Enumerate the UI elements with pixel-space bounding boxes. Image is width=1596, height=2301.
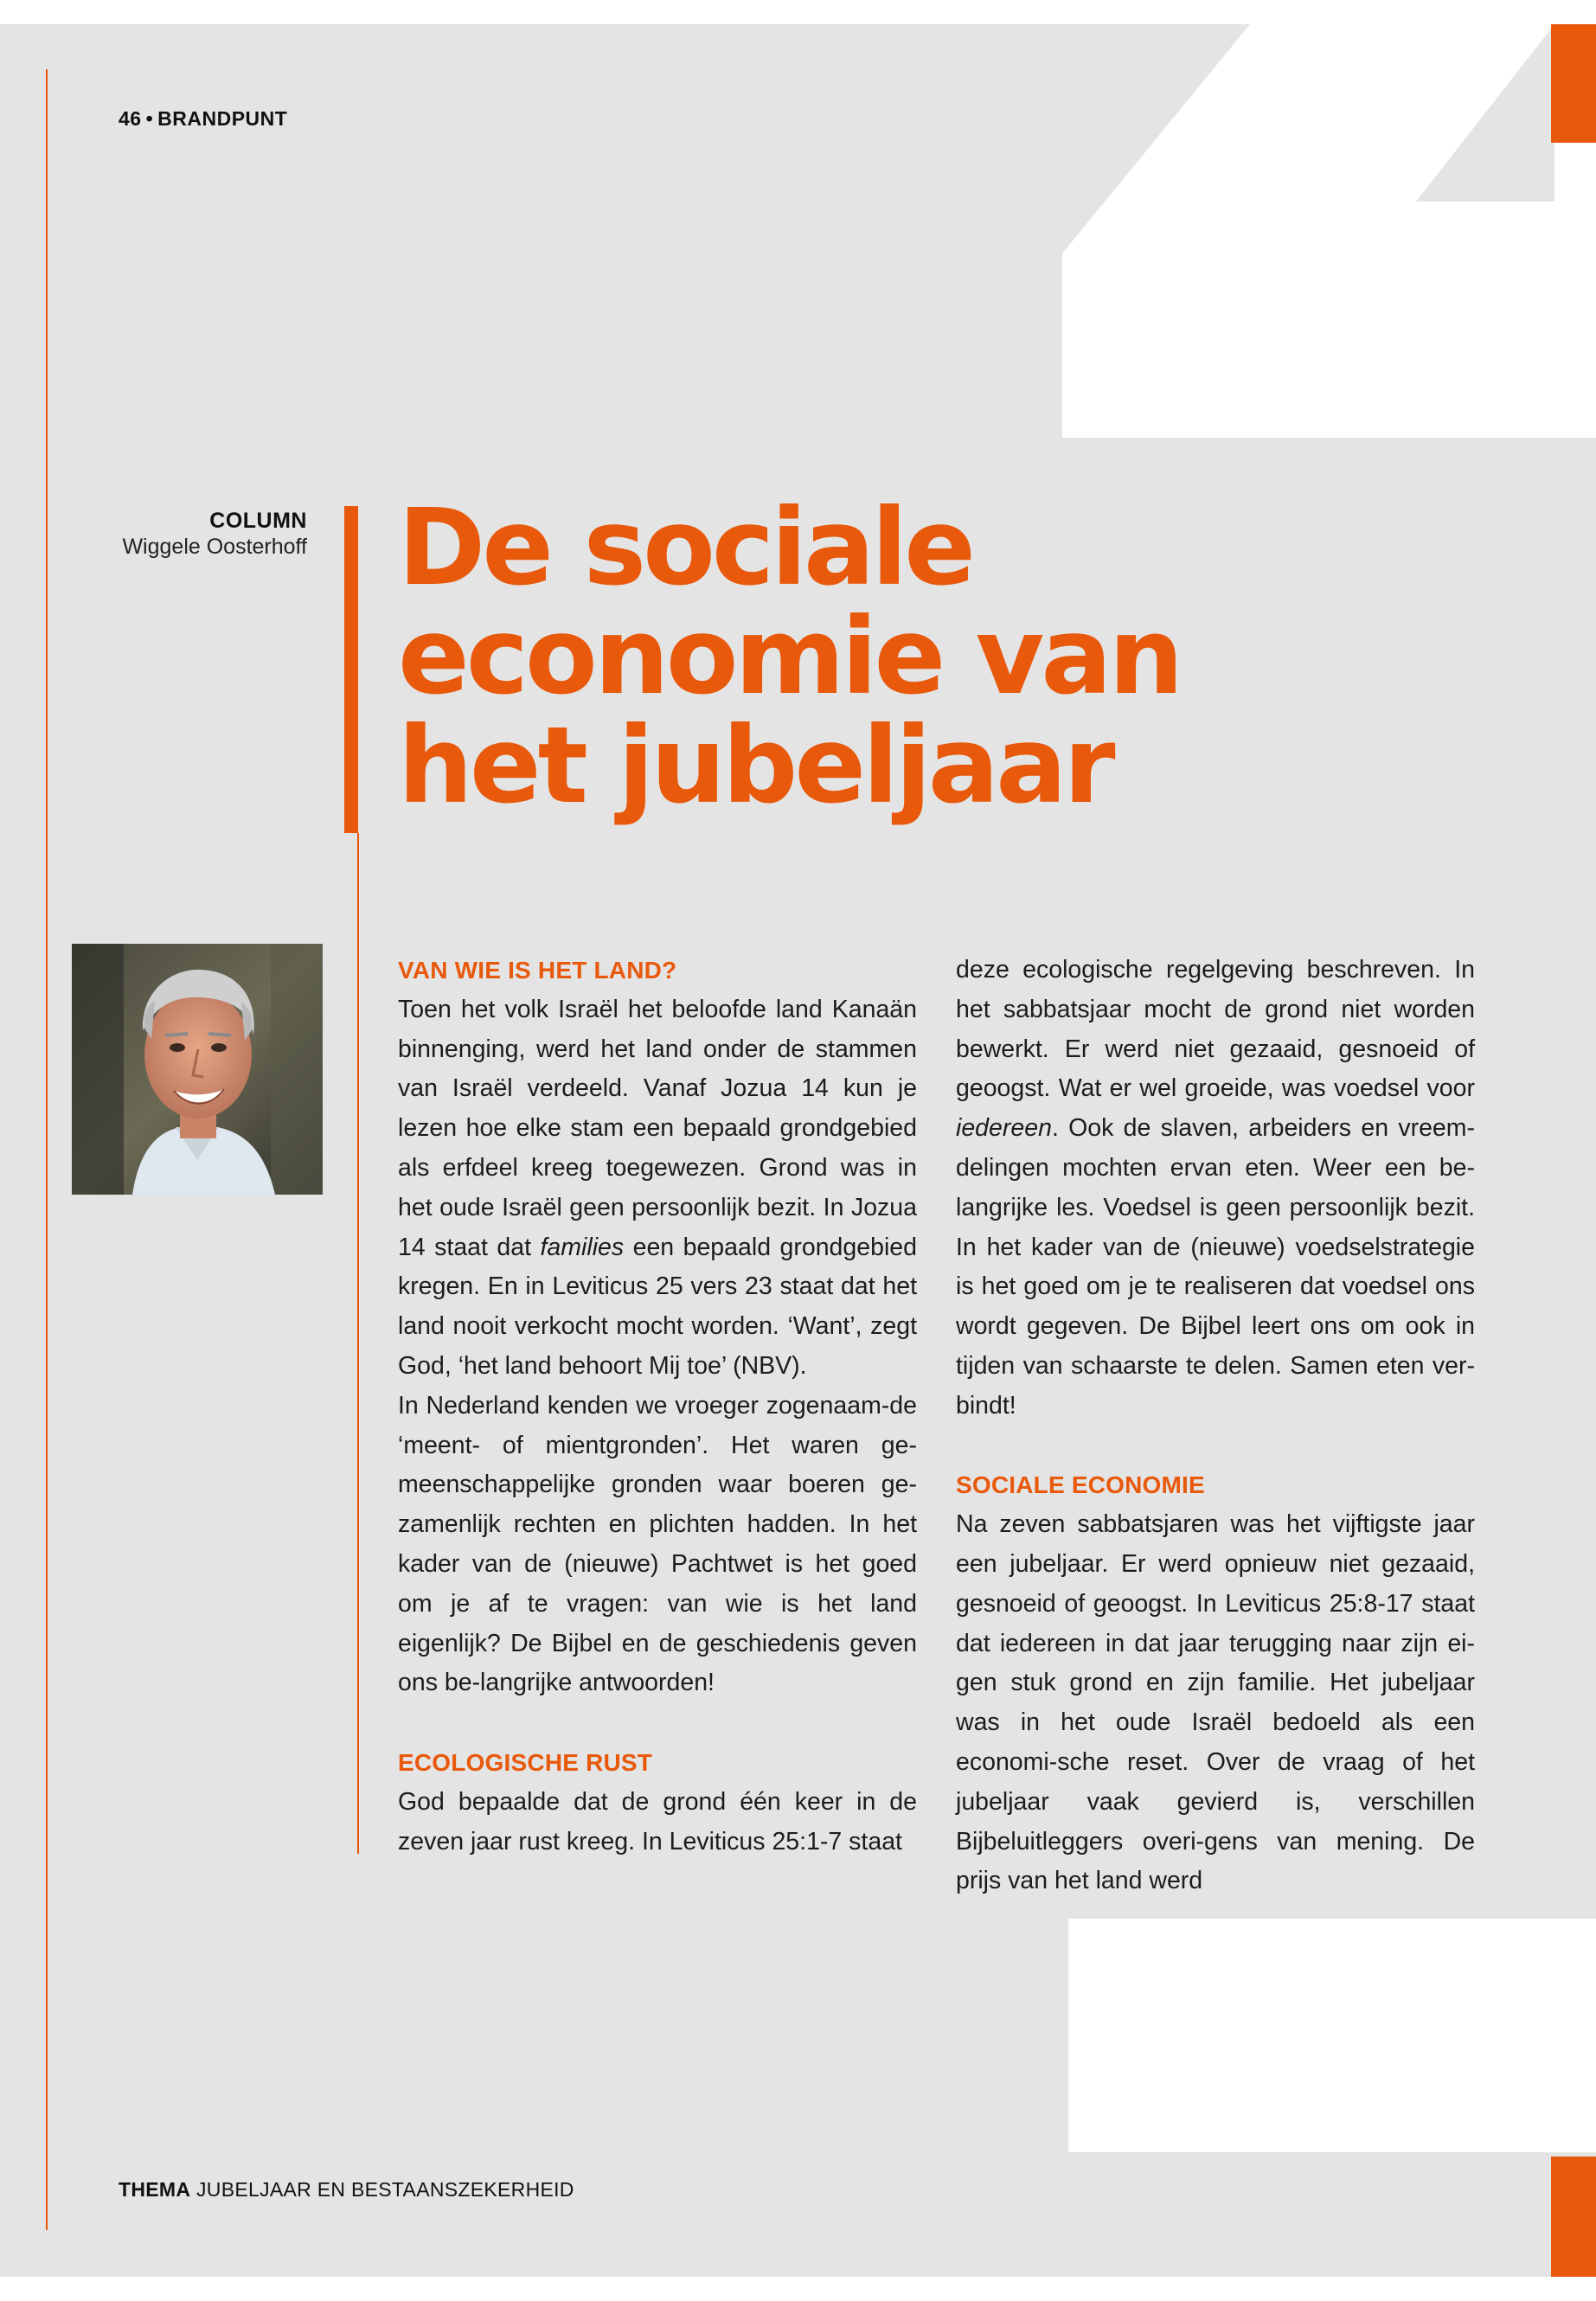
title-accent-bar bbox=[344, 506, 358, 833]
paragraph-gap bbox=[398, 1703, 917, 1743]
paragraph-land-text-b: een bepaald grondgebied kregen. En in Leviticus 25 vers 23 staat dat het land nooit verkocht mocht worden. ‘Want’, zegt God, ‘het land behoort Mij toe’ (NBV). bbox=[398, 1233, 917, 1380]
bottom-orange-tab bbox=[1551, 2157, 1596, 2277]
emphasis-families: families bbox=[540, 1233, 625, 1261]
paragraph-meent: In Nederland kenden we vroeger zogenaam-de ‘meent- of mientgronden’. Het waren ge-meenschappelijke gronden waar boeren ge-zamenlijk rechten en plichten hadden. In het kader van de (nieuwe) Pachtwet is het goed om je af te vragen: van wie is het land eigenlijk? De Bijbel en de geschiedenis geven ons be-langrijke antwoorden! bbox=[398, 1391, 917, 1697]
title-line-2: economie van bbox=[398, 595, 1181, 718]
paragraph-jubeljaar: Na zeven sabbatsjaren was het vijftigste jaar een jubeljaar. Er werd opnieuw niet gezaaid, gesnoeid of geoogst. In Leviticus 25:8-17 staat dat iedereen in dat jaar terugging naar zijn ei-gen stuk grond en zijn familie. Het jubeljaar was in het oude Israël bedoeld als een economi-sche reset. Over de vraag of het jubeljaar vaak gevierd is, verschillen Bijbeluitleggers overi-gens van mening. De prijs van het land werd bbox=[956, 1510, 1475, 1895]
section-name: BRANDPUNT bbox=[157, 107, 288, 130]
page-number: 46 bbox=[119, 107, 142, 130]
header-separator: • bbox=[145, 107, 154, 130]
author-portrait bbox=[72, 944, 323, 1195]
article-accent-rule bbox=[357, 833, 359, 1854]
title-line-1: De sociale bbox=[398, 486, 972, 609]
paragraph-land-text-a: Toen het volk Israël het beloofde land Kanaän binnenging, werd het land onder de stammen van Israël verdeeld. Vanaf Jozua 14 kun je lezen hoe elke stam een bepaald grondgebied als erfdeel kreeg toegewezen. Grond was in het oude Israël geen persoonlijk bezit. In Jozua 14 staat dat bbox=[398, 995, 917, 1261]
author-name: Wiggele Oosterhoff bbox=[122, 535, 307, 559]
column-kicker: COLUMN bbox=[209, 509, 307, 533]
paragraph-sabbatsjaar-text-a: deze ecologische regelgeving beschreven. In het sabbatsjaar mocht de grond niet worden bewerkt. Er werd niet gezaaid, gesnoeid of geoogst. Wat er wel groeide, was voedsel voor bbox=[956, 956, 1475, 1103]
title-line-3: het jubeljaar bbox=[398, 704, 1112, 827]
subheading-sociale-economie: SOCIALE ECONOMIE bbox=[956, 1471, 1205, 1499]
subheading-ecologische-rust: ECOLOGISCHE RUST bbox=[398, 1748, 653, 1776]
running-header bbox=[119, 107, 287, 131]
running-footer bbox=[119, 2178, 574, 2202]
bottom-white-block bbox=[1068, 1919, 1596, 2152]
paragraph-sabbatsjaar-text-b: . Ook de slaven, arbeiders en vreem-delingen mochten ervan eten. Weer een be-langrijke les. Voedsel is geen persoonlijk bezit. In het kader van de (nieuwe) voedselstrategie is het goed om je te realiseren dat voedsel ons wordt gegeven. De Bijbel leert ons om ook in tijden van schaarste te delen. Samen eten ver-bindt! bbox=[956, 1114, 1475, 1420]
subheading-land: VAN WIE IS HET LAND? bbox=[398, 957, 677, 984]
paragraph-gap bbox=[956, 1426, 1475, 1466]
emphasis-iedereen: iedereen bbox=[956, 1114, 1052, 1143]
paragraph-sabbatsjaar bbox=[956, 951, 1475, 1426]
paragraph-land bbox=[398, 990, 917, 1387]
paragraph-rust: God bepaalde dat de grond één keer in de zeven jaar rust kreeg. In Leviticus 25:1-7 staat bbox=[398, 1787, 917, 1856]
footer-theme-text: JUBELJAAR EN BESTAANSZEKERHEID bbox=[195, 2178, 574, 2201]
article-title bbox=[398, 486, 1228, 827]
left-margin-rule bbox=[46, 69, 48, 2230]
top-orange-tab bbox=[1551, 24, 1596, 143]
portrait-photo-icon bbox=[72, 944, 323, 1195]
footer-theme-label: THEMA bbox=[119, 2178, 191, 2201]
byline bbox=[48, 508, 307, 560]
article-column-right bbox=[956, 951, 1475, 1901]
article-column-left bbox=[398, 951, 917, 1862]
